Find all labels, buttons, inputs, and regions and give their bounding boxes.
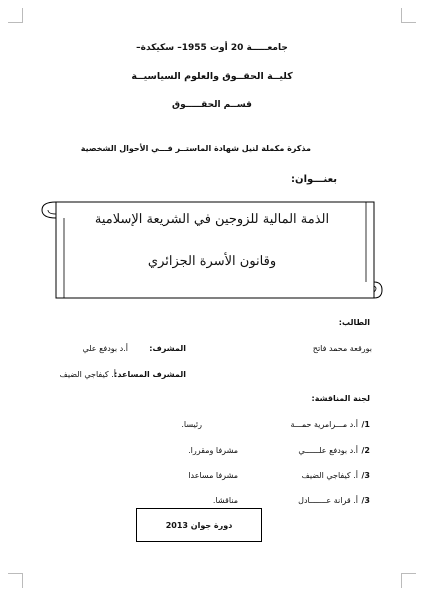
thesis-title-line-2: وقانون الأسرة الجزائري bbox=[147, 254, 277, 269]
committee-member-4-role: مناقشا. bbox=[212, 496, 238, 505]
assistant-supervisor-label: المشرف المساعد: bbox=[114, 370, 186, 379]
supervisor-label: المشرف: bbox=[149, 344, 186, 353]
committee-number-3: 3/ bbox=[361, 471, 370, 480]
committee-number-1: 1/ bbox=[361, 420, 370, 429]
committee-label: لجنة المناقشة: bbox=[311, 394, 370, 403]
committee-member-1-role: رئيسا. bbox=[181, 420, 202, 429]
session-box bbox=[136, 508, 262, 542]
committee-member-3-role: مشرفا مساعدا bbox=[188, 471, 238, 480]
student-label: الطالب: bbox=[338, 318, 370, 327]
committee-number-2: 2/ bbox=[361, 446, 370, 455]
committee-member-2-name: أ.د بودفع علــــــي bbox=[298, 446, 358, 455]
committee-member-1-name: أ.د مـــرامرية حمـــة bbox=[290, 420, 358, 429]
margin-mark-bottom-left bbox=[8, 573, 23, 588]
student-name: بورقعة محمد فاتح bbox=[312, 344, 372, 353]
margin-mark-bottom-right bbox=[401, 573, 416, 588]
margin-mark-top-left bbox=[8, 8, 23, 23]
assistant-supervisor-name: أ. كيفاجي الضيف bbox=[59, 370, 116, 379]
committee-member-3-name: أ. كيفاجي الضيف bbox=[301, 471, 358, 480]
department-name: قســم الحقـــــوق bbox=[172, 100, 252, 110]
supervisor-name: أ.د بودفع علي bbox=[82, 344, 128, 353]
committee-member-4-name: أ. قرانة عـــــــادل bbox=[298, 496, 358, 505]
faculty-name: كليــة الحقــوق والعلوم السياسيــة bbox=[131, 71, 293, 82]
margin-mark-top-right bbox=[401, 8, 416, 23]
committee-member-2-role: مشرفا ومقررا. bbox=[188, 446, 238, 455]
university-name: جامعـــــة 20 أوت 1955– سكيكدة– bbox=[136, 43, 288, 53]
thesis-note: مذكرة مكملة لنيل شهادة الماستــر فـــي الأحوال الشخصية bbox=[80, 144, 311, 153]
title-label: بعنـــوان: bbox=[291, 174, 337, 185]
committee-number-4: 3/ bbox=[361, 496, 370, 505]
session-label: دورة جوان 2013 bbox=[165, 520, 233, 530]
thesis-title-line-1: الذمة المالية للزوجين في الشريعة الإسلامية bbox=[94, 212, 330, 227]
